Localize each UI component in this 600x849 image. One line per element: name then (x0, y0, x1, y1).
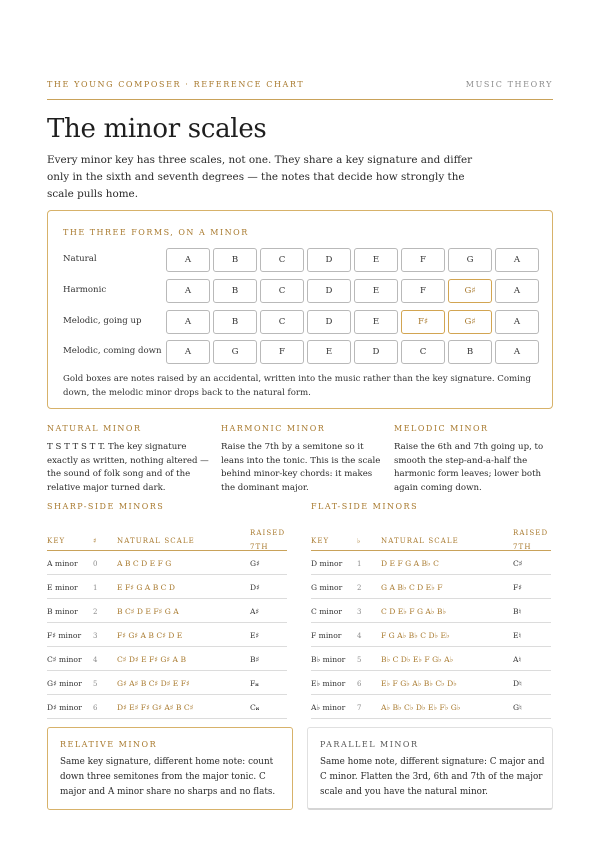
column-header-key: KEY (47, 537, 66, 545)
key-name: B♭ minor (311, 655, 346, 664)
intro-paragraph: Every minor key has three scales, not one. They share a key signature and differ only in the sixth and seventh degrees — the notes that decide how strongly the scale pulls home. (47, 154, 473, 200)
key-name: D minor (311, 559, 343, 568)
form-row-label: Melodic, coming down (63, 346, 162, 356)
natural-scale: G A B♭ C D E♭ F (381, 583, 443, 592)
column-header-natural-scale: NATURAL SCALE (381, 537, 459, 545)
note-cell: C (260, 279, 304, 303)
natural-scale: E♭ F G♭ A♭ B♭ C♭ D♭ (381, 679, 457, 688)
sharp-side-header-row (47, 519, 287, 551)
accidental-count: 1 (357, 560, 362, 568)
natural-scale: D E F G A B♭ C (381, 559, 439, 568)
reference-chart-page (47, 0, 553, 849)
key-name: E♭ minor (311, 679, 346, 688)
note-cell: B (213, 310, 257, 334)
accidental-count: 5 (93, 680, 98, 688)
note-cell: D (354, 340, 398, 364)
melodic-minor-description (394, 424, 556, 495)
natural-scale: F♯ G♯ A B C♯ D E (117, 631, 183, 640)
raised-seventh: A♯ (250, 607, 260, 616)
table-row (311, 671, 551, 695)
harmonic-minor-description (221, 424, 383, 495)
three-forms-panel (47, 210, 553, 409)
note-cell: A (166, 340, 210, 364)
key-name: F♯ minor (47, 631, 82, 640)
note-cell: E (354, 279, 398, 303)
raised-seventh: E♮ (513, 631, 522, 640)
note-cell: B (448, 340, 492, 364)
key-name: G minor (311, 583, 343, 592)
raised-note-cell: G♯ (448, 310, 492, 334)
raised-seventh: F𝄪 (250, 679, 259, 688)
accidental-count: 1 (93, 584, 98, 592)
note-cell: A (166, 248, 210, 272)
column-header-seventh: 7TH (513, 543, 532, 551)
table-row (311, 647, 551, 671)
flat-side-header-row (311, 519, 551, 551)
table-row (311, 623, 551, 647)
natural-scale: C♯ D♯ E F♯ G♯ A B (117, 655, 187, 664)
note-cell: C (401, 340, 445, 364)
sharp-side-table (47, 502, 287, 719)
accidental-count: 5 (357, 656, 362, 664)
note-cell: F (260, 340, 304, 364)
column-header-raised: RAISED (513, 529, 549, 537)
column-header-seventh: 7TH (250, 543, 269, 551)
note-cell: A (495, 248, 539, 272)
raised-seventh: G♮ (513, 703, 522, 712)
page-title: The minor scales (47, 114, 267, 144)
form-row-label: Melodic, going up (63, 316, 142, 326)
natural-scale: G♯ A♯ B C♯ D♯ E F♯ (117, 679, 190, 688)
raised-seventh: D♯ (250, 583, 260, 592)
raised-seventh: C𝄪 (250, 703, 260, 712)
note-cell: B (213, 248, 257, 272)
natural-scale: A B C D E F G (117, 559, 172, 568)
accidental-count: 6 (93, 704, 98, 712)
natural-scale: D♯ E♯ F♯ G♯ A♯ B C♯ (117, 703, 194, 712)
form-row (48, 310, 554, 334)
natural-scale: B C♯ D E F♯ G A (117, 607, 179, 616)
raised-seventh: E♯ (250, 631, 260, 640)
relative-minor-heading: RELATIVE MINOR (60, 740, 158, 749)
table-row (47, 623, 287, 647)
harmonic-minor-heading: HARMONIC MINOR (221, 424, 326, 433)
table-row (47, 647, 287, 671)
note-cell: A (166, 279, 210, 303)
melodic-minor-heading: MELODIC MINOR (394, 424, 489, 433)
note-cell: A (495, 279, 539, 303)
note-cell: E (307, 340, 351, 364)
parallel-minor-card (307, 727, 553, 810)
parallel-minor-text: Same home note, different signature: C major and C minor. Flatten the 3rd, 6th and 7th of the major scale and you have the natural minor. (320, 757, 545, 797)
three-forms-title: THE THREE FORMS, ON A MINOR (63, 228, 249, 237)
column-header-flats: ♭ (357, 537, 362, 545)
accidental-count: 3 (93, 632, 98, 640)
key-name: B minor (47, 607, 78, 616)
raised-seventh: B♮ (513, 607, 522, 616)
natural-scale: E F♯ G A B C D (117, 583, 175, 592)
note-cell: C (260, 248, 304, 272)
table-row (47, 599, 287, 623)
relative-minor-text: Same key signature, different home note: count down three semitones from the major tonic. C major and A minor share no sharps and no flats. (60, 757, 276, 797)
raised-seventh: D♮ (513, 679, 522, 688)
note-cell: A (166, 310, 210, 334)
raised-note-cell: G♯ (448, 279, 492, 303)
harmonic-minor-text: Raise the 7th by a semitone so it leans into the tonic. This is the scale behind minor-key chords: it makes the dominant major. (221, 442, 381, 493)
relative-minor-card (47, 727, 293, 810)
natural-scale: F G A♭ B♭ C D♭ E♭ (381, 631, 450, 640)
raised-seventh: B♯ (250, 655, 260, 664)
column-header-raised: RAISED (250, 529, 286, 537)
column-header-natural-scale: NATURAL SCALE (117, 537, 195, 545)
natural-minor-heading: NATURAL MINOR (47, 424, 142, 433)
key-name: C minor (311, 607, 342, 616)
table-row (311, 575, 551, 599)
table-row (311, 551, 551, 575)
header-series-title: THE YOUNG COMPOSER · REFERENCE CHART (47, 80, 305, 89)
note-cell: D (307, 310, 351, 334)
form-row (48, 279, 554, 303)
raised-note-cell: F♯ (401, 310, 445, 334)
table-row (47, 551, 287, 575)
key-name: A♭ minor (311, 703, 346, 712)
table-row (47, 695, 287, 719)
accidental-count: 0 (93, 560, 98, 568)
raised-seventh: G♯ (250, 559, 260, 568)
note-cell: F (401, 279, 445, 303)
raised-seventh: F♯ (513, 583, 522, 592)
accidental-count: 6 (357, 680, 362, 688)
note-cell: D (307, 279, 351, 303)
natural-scale: C D E♭ F G A♭ B♭ (381, 607, 447, 616)
note-cell: E (354, 310, 398, 334)
form-row (48, 248, 554, 272)
key-name: A minor (47, 559, 78, 568)
accidental-count: 3 (357, 608, 362, 616)
parallel-minor-heading: PARALLEL MINOR (320, 740, 419, 749)
accidental-count: 4 (93, 656, 98, 664)
natural-minor-description (47, 424, 209, 495)
key-name: C♯ minor (47, 655, 82, 664)
key-name: D♯ minor (47, 703, 82, 712)
table-row (311, 695, 551, 719)
note-cell: G (213, 340, 257, 364)
melodic-minor-text: Raise the 6th and 7th going up, to smooth the step-and-a-half the harmonic form leaves; lower both again coming down. (394, 442, 544, 493)
accidental-count: 7 (357, 704, 362, 712)
natural-minor-text: T S T T S T T. The key signature exactly as written, nothing altered — the sound of folk song and of the relative major turned dark. (47, 442, 209, 493)
table-row (47, 671, 287, 695)
natural-scale: B♭ C D♭ E♭ F G♭ A♭ (381, 655, 454, 664)
table-row (311, 599, 551, 623)
page-header (47, 80, 553, 100)
note-cell: D (307, 248, 351, 272)
header-category: MUSIC THEORY (465, 80, 553, 89)
note-cell: C (260, 310, 304, 334)
note-cell: G (448, 248, 492, 272)
note-cell: E (354, 248, 398, 272)
column-header-key: KEY (311, 537, 330, 545)
form-row-label: Harmonic (63, 285, 107, 295)
three-forms-note: Gold boxes are notes raised by an accidental, written into the music rather than the key signature. Coming down, the melodic minor drops back to the natural form. (63, 374, 531, 398)
form-row (48, 340, 554, 364)
key-name: G♯ minor (47, 679, 82, 688)
key-name: E minor (47, 583, 78, 592)
flat-side-title: FLAT-SIDE MINORS (311, 502, 419, 511)
key-name: F minor (311, 631, 342, 640)
natural-scale: A♭ B♭ C♭ D♭ E♭ F♭ G♭ (381, 703, 461, 712)
accidental-count: 4 (357, 632, 362, 640)
note-cell: F (401, 248, 445, 272)
form-row-label: Natural (63, 254, 97, 264)
raised-seventh: C♯ (513, 559, 523, 568)
accidental-count: 2 (357, 584, 362, 592)
column-header-sharps: ♯ (93, 537, 98, 545)
note-cell: A (495, 310, 539, 334)
note-cell: B (213, 279, 257, 303)
table-row (47, 575, 287, 599)
sharp-side-title: SHARP-SIDE MINORS (47, 502, 165, 511)
raised-seventh: A♮ (513, 655, 522, 664)
flat-side-table (311, 502, 551, 719)
accidental-count: 2 (93, 608, 98, 616)
note-cell: A (495, 340, 539, 364)
